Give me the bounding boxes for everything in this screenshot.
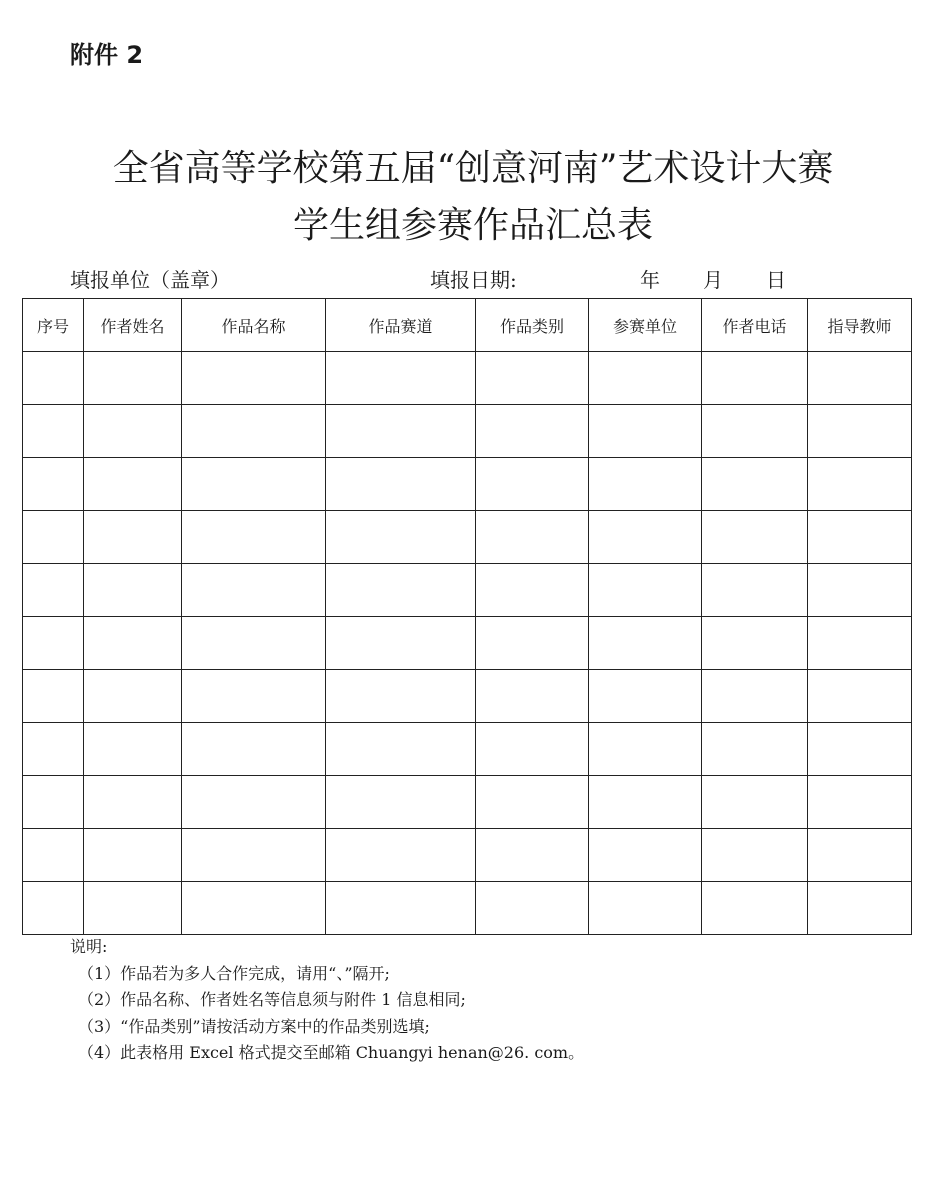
table-cell[interactable] [84, 723, 182, 776]
table-row [23, 352, 912, 405]
table-cell[interactable] [23, 670, 84, 723]
table-cell[interactable] [84, 511, 182, 564]
table-cell[interactable] [589, 723, 702, 776]
note-item: （1）作品若为多人合作完成，请用“、”隔开; [78, 963, 390, 983]
fill-month-label: 月 [703, 268, 723, 292]
table-cell[interactable] [23, 511, 84, 564]
table-cell[interactable] [182, 723, 326, 776]
table-cell[interactable] [589, 511, 702, 564]
table-cell[interactable] [702, 352, 808, 405]
table-cell[interactable] [182, 511, 326, 564]
table-cell[interactable] [182, 882, 326, 935]
table-cell[interactable] [476, 458, 589, 511]
table-cell[interactable] [808, 617, 912, 670]
table-cell[interactable] [326, 617, 476, 670]
table-cell[interactable] [589, 882, 702, 935]
notes-section [70, 934, 584, 1067]
table-cell[interactable] [182, 405, 326, 458]
table-cell[interactable] [589, 776, 702, 829]
table-cell[interactable] [326, 723, 476, 776]
note-item: （3）“作品类别”请按活动方案中的作品类别选填; [78, 1016, 430, 1036]
table-cell[interactable] [23, 882, 84, 935]
table-cell[interactable] [84, 776, 182, 829]
table-header-row [23, 299, 912, 352]
table-cell[interactable] [589, 670, 702, 723]
table-cell[interactable] [589, 564, 702, 617]
fill-unit-label: 填报单位（盖章） [70, 268, 230, 292]
table-cell[interactable] [326, 670, 476, 723]
table-cell[interactable] [182, 617, 326, 670]
table-row [23, 617, 912, 670]
table-row [23, 405, 912, 458]
notes-title: 说明: [70, 937, 108, 956]
table-cell[interactable] [808, 352, 912, 405]
note-item: （4）此表格用 Excel 格式提交至邮箱 Chuangyi henan@26. com。 [78, 1043, 585, 1062]
table-cell[interactable] [23, 405, 84, 458]
table-row [23, 670, 912, 723]
table-cell[interactable] [23, 776, 84, 829]
table-cell[interactable] [476, 882, 589, 935]
table-cell[interactable] [476, 617, 589, 670]
table-cell[interactable] [326, 511, 476, 564]
table-cell[interactable] [182, 829, 326, 882]
note-item: （2）作品名称、作者姓名等信息须与附件 1 信息相同; [78, 990, 466, 1009]
table-cell[interactable] [702, 617, 808, 670]
table-cell[interactable] [84, 617, 182, 670]
table-cell[interactable] [326, 405, 476, 458]
table-cell[interactable] [23, 723, 84, 776]
table-cell[interactable] [84, 458, 182, 511]
table-cell[interactable] [84, 829, 182, 882]
table-row [23, 776, 912, 829]
table-cell[interactable] [182, 776, 326, 829]
table-row [23, 882, 912, 935]
attachment-label: 附件 2 [70, 41, 144, 69]
table-cell[interactable] [326, 458, 476, 511]
table-cell[interactable] [476, 564, 589, 617]
table-cell[interactable] [808, 405, 912, 458]
table-body [23, 352, 912, 935]
table-cell[interactable] [808, 564, 912, 617]
page-title-line-2: 学生组参赛作品汇总表 [292, 205, 653, 246]
header-work-category: 作品类别 [476, 299, 589, 352]
table-row [23, 829, 912, 882]
table-cell[interactable] [702, 776, 808, 829]
table-cell[interactable] [702, 723, 808, 776]
table-cell[interactable] [589, 458, 702, 511]
table-cell[interactable] [326, 352, 476, 405]
table-cell[interactable] [808, 776, 912, 829]
table-cell[interactable] [23, 564, 84, 617]
table-cell[interactable] [23, 352, 84, 405]
table-row [23, 723, 912, 776]
table-cell[interactable] [476, 352, 589, 405]
table-cell[interactable] [182, 670, 326, 723]
summary-table [22, 298, 912, 935]
table-cell[interactable] [589, 352, 702, 405]
table-cell[interactable] [476, 723, 589, 776]
table-cell[interactable] [182, 352, 326, 405]
table-cell[interactable] [84, 564, 182, 617]
table-cell[interactable] [808, 723, 912, 776]
table-cell[interactable] [702, 564, 808, 617]
table-cell[interactable] [589, 617, 702, 670]
table-row [23, 458, 912, 511]
table-cell[interactable] [808, 829, 912, 882]
fill-year-label: 年 [640, 268, 660, 292]
table-cell[interactable] [702, 670, 808, 723]
table-cell[interactable] [808, 670, 912, 723]
table-cell[interactable] [23, 829, 84, 882]
table-cell[interactable] [84, 882, 182, 935]
table-cell[interactable] [476, 511, 589, 564]
header-institution: 参赛单位 [589, 299, 702, 352]
table-cell[interactable] [182, 564, 326, 617]
table-cell[interactable] [702, 829, 808, 882]
table-cell[interactable] [182, 458, 326, 511]
table-cell[interactable] [326, 564, 476, 617]
fill-date-label: 填报日期: [430, 268, 517, 292]
table-cell[interactable] [808, 882, 912, 935]
header-author-phone: 作者电话 [702, 299, 808, 352]
table-cell[interactable] [476, 829, 589, 882]
table-cell[interactable] [326, 829, 476, 882]
table-cell[interactable] [84, 670, 182, 723]
fill-day-label: 日 [766, 268, 786, 292]
table-row [23, 511, 912, 564]
table-cell[interactable] [808, 458, 912, 511]
header-work-title: 作品名称 [182, 299, 326, 352]
table-cell[interactable] [326, 882, 476, 935]
table-cell[interactable] [23, 458, 84, 511]
header-serial: 序号 [23, 299, 84, 352]
table-cell[interactable] [476, 776, 589, 829]
page-title-line-1: 全省高等学校第五届“创意河南”艺术设计大赛 [112, 148, 834, 189]
table-cell[interactable] [808, 511, 912, 564]
table-cell[interactable] [84, 405, 182, 458]
table-cell[interactable] [702, 405, 808, 458]
table-cell[interactable] [326, 776, 476, 829]
table-cell[interactable] [589, 829, 702, 882]
table-cell[interactable] [84, 352, 182, 405]
table-cell[interactable] [476, 405, 589, 458]
table-cell[interactable] [702, 511, 808, 564]
table-row [23, 564, 912, 617]
table-cell[interactable] [23, 617, 84, 670]
table-cell[interactable] [476, 670, 589, 723]
header-work-track: 作品赛道 [326, 299, 476, 352]
header-advisor: 指导教师 [808, 299, 912, 352]
header-author-name: 作者姓名 [84, 299, 182, 352]
table-cell[interactable] [702, 882, 808, 935]
table-cell[interactable] [702, 458, 808, 511]
table-cell[interactable] [589, 405, 702, 458]
